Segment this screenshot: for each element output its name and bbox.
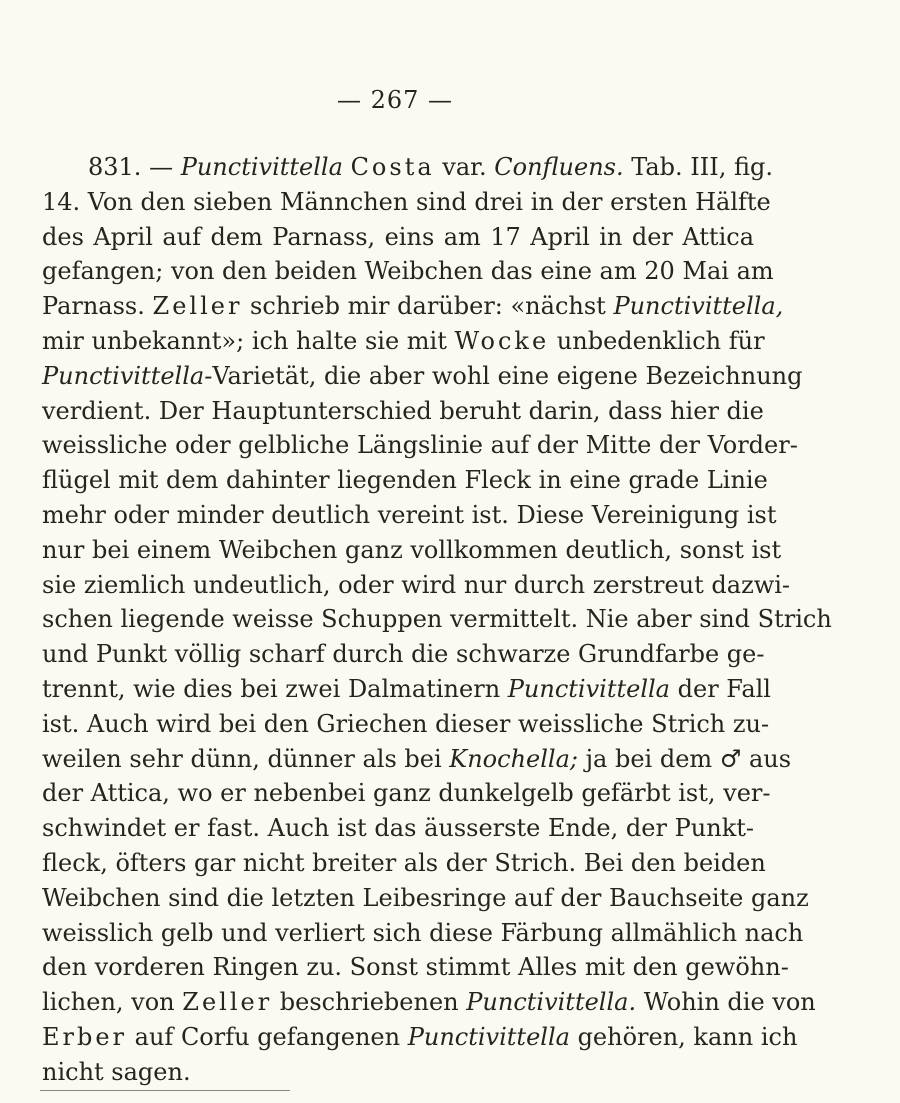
italic-text: Punctivittella- — [42, 361, 213, 390]
text-segment: mir unbekannt»; ich halte sie mit — [42, 326, 455, 355]
text-segment — [343, 153, 351, 181]
spaced-name: Erber — [42, 1022, 128, 1051]
text-line — [42, 916, 804, 951]
text-line — [42, 776, 771, 811]
text-segment: gehören, kann ich — [569, 1022, 798, 1051]
text-segment: ist. Auch wird bei den Griechen dieser weissliche Strich zu- — [42, 709, 770, 738]
text-line — [42, 498, 777, 533]
text-segment: schen liegende weisse Schuppen vermittelt. Nie aber sind Strich — [42, 605, 832, 634]
text-segment: des April auf dem Parnass, eins am 17 April in der Attica — [42, 222, 754, 251]
text-segment: nur bei einem Weibchen ganz vollkommen deutlich, sonst ist — [42, 535, 782, 564]
text-line — [42, 533, 782, 568]
italic-text: Punctivittella, — [613, 292, 784, 321]
text-segment: flügel mit dem dahinter liegenden Fleck in eine grade Linie — [42, 466, 768, 495]
text-line — [42, 846, 766, 881]
text-segment: auf Corfu gefangenen — [127, 1022, 408, 1051]
text-line — [42, 254, 774, 289]
text-line — [42, 1020, 798, 1055]
page-number: — 267 — — [336, 86, 454, 114]
text-line — [42, 568, 791, 603]
text-segment: beschriebenen — [272, 988, 467, 1017]
italic-text: Confluens. — [494, 153, 624, 181]
text-segment: Wohin die von — [636, 988, 816, 1017]
spaced-name: Zeller — [182, 988, 273, 1017]
italic-text: Punctivittella — [180, 153, 343, 181]
text-segment: weilen sehr dünn, dünner als bei — [42, 744, 450, 773]
text-segment: weisslich gelb und verliert sich diese Färbung allmählich nach — [42, 918, 804, 947]
text-segment: Varietät, die aber wohl eine eigene Bezeichnung — [212, 361, 803, 390]
text-line — [42, 185, 771, 220]
italic-text: Punctivittella. — [466, 988, 637, 1017]
text-segment: mehr oder minder deutlich vereint ist. Diese Vereinigung ist — [42, 500, 777, 529]
text-line — [42, 985, 816, 1020]
text-segment: den vorderen Ringen zu. Sonst stimmt Alles mit den gewöhn- — [42, 953, 789, 982]
text-line — [42, 881, 809, 916]
italic-text: Knochella; — [449, 744, 578, 773]
text-segment: lichen, von — [42, 988, 183, 1017]
text-line — [42, 672, 771, 707]
text-line — [42, 463, 768, 498]
text-segment: schwindet er fast. Auch ist das äusserste Ende, der Punkt- — [42, 814, 754, 843]
text-line — [42, 811, 754, 846]
text-line — [42, 150, 773, 185]
text-line — [42, 220, 754, 255]
text-segment: verdient. Der Hauptunterschied beruht darin, dass hier die — [42, 396, 764, 425]
text-segment: ja bei dem ♂ aus — [577, 744, 792, 773]
footer-rule — [40, 1090, 290, 1091]
text-line — [42, 742, 792, 777]
text-segment: trennt, wie dies bei zwei Dalmatinern — [42, 674, 508, 703]
body-text — [42, 150, 832, 1090]
text-line — [42, 602, 832, 637]
text-segment: der Attica, wo er nebenbei ganz dunkelgelb gefärbt ist, ver- — [42, 779, 771, 808]
text-segment: weissliche oder gelbliche Längslinie auf der Mitte der Vorder- — [42, 431, 798, 460]
italic-text: Punctivittella — [407, 1022, 570, 1051]
text-line — [42, 637, 765, 672]
text-segment: Parnass. — [42, 292, 153, 321]
spaced-name: Zeller — [152, 292, 243, 321]
spaced-name: Costa — [350, 153, 435, 181]
text-line — [42, 359, 803, 394]
text-segment: 831. — — [88, 153, 181, 181]
text-line — [42, 289, 784, 324]
text-segment: schrieb mir darüber: «nächst — [242, 292, 614, 321]
text-line — [42, 950, 789, 985]
text-line — [42, 1055, 754, 1090]
text-segment: unbedenklich für — [549, 326, 765, 355]
text-segment: sie ziemlich undeutlich, oder wird nur durch zerstreut dazwi- — [42, 570, 791, 599]
text-line — [42, 707, 770, 742]
text-line — [42, 428, 798, 463]
italic-text: Punctivittella — [507, 674, 670, 703]
text-segment: fleck, öfters gar nicht breiter als der Strich. Bei den beiden — [42, 848, 766, 877]
text-segment: nicht sagen. — [42, 1057, 191, 1086]
text-segment: gefangen; von den beiden Weibchen das eine am 20 Mai am — [42, 257, 774, 286]
text-segment: und Punkt völlig scharf durch die schwarze Grundfarbe ge- — [42, 640, 765, 669]
text-line — [42, 394, 764, 429]
text-line — [42, 324, 765, 359]
text-segment: Tab. III, fig. — [623, 153, 773, 181]
text-segment: der Fall — [670, 674, 771, 703]
spaced-name: Wocke — [454, 326, 550, 355]
text-segment: 14. Von den sieben Männchen sind drei in der ersten Hälfte — [42, 187, 771, 216]
text-segment: Weibchen sind die letzten Leibesringe auf der Bauchseite ganz — [42, 883, 809, 912]
text-segment: var. — [434, 153, 495, 181]
